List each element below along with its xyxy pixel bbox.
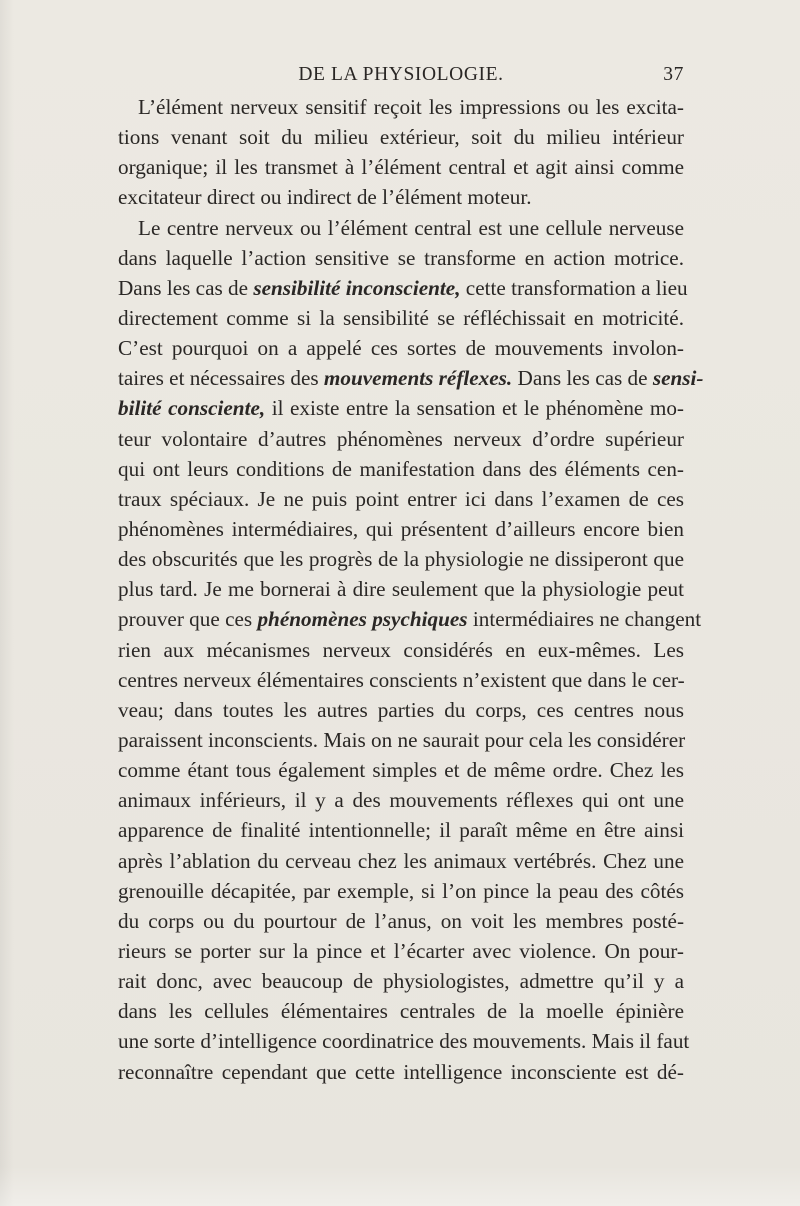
text-line bbox=[118, 574, 684, 604]
text-segment: qui ont leurs conditions de manifestation dans des éléments cen- bbox=[118, 456, 684, 481]
text-segment: excitateur direct ou indirect de l’élément moteur. bbox=[118, 185, 532, 210]
text-segment: comme étant tous également simples et de même ordre. Chez les bbox=[118, 758, 684, 783]
running-head bbox=[118, 64, 684, 94]
text-line bbox=[118, 484, 684, 514]
text-line bbox=[118, 876, 684, 906]
text-segment: après l’ablation du cerveau chez les animaux vertébrés. Chez une bbox=[118, 848, 684, 873]
text-line bbox=[118, 514, 684, 544]
text-line bbox=[118, 393, 684, 423]
text-segment: cette transformation a lieu bbox=[460, 275, 688, 300]
text-segment: Dans les cas de bbox=[512, 366, 653, 391]
page-number: 37 bbox=[663, 64, 684, 85]
text-line bbox=[118, 815, 684, 845]
text-segment: rien aux mécanismes nerveux considérés en eux-mêmes. Les bbox=[118, 637, 684, 662]
text-segment: du corps ou du pourtour de l’anus, on voit les membres posté- bbox=[118, 908, 684, 933]
text-line bbox=[118, 182, 684, 212]
emphasized-term: phénomènes psychiques bbox=[257, 607, 468, 632]
text-segment: teur volontaire d’autres phénomènes nerveux d’ordre supérieur bbox=[118, 426, 684, 451]
text-line bbox=[118, 333, 684, 363]
body-text bbox=[118, 92, 704, 1087]
text-segment: une sorte d’intelligence coordinatrice des mouvements. Mais il faut bbox=[118, 1029, 690, 1054]
text-line bbox=[118, 906, 684, 936]
text-line bbox=[118, 424, 684, 454]
text-segment: paraissent inconscients. Mais on ne saurait pour cela les considérer bbox=[118, 727, 686, 752]
emphasized-term: sensibilité inconsciente, bbox=[253, 275, 461, 300]
text-line bbox=[118, 454, 684, 484]
text-segment: dans laquelle l’action sensitive se transforme en action motrice. bbox=[118, 245, 684, 270]
text-line bbox=[118, 273, 688, 303]
text-segment: directement comme si la sensibilité se réfléchissait en motricité. bbox=[118, 305, 684, 330]
text-segment: rieurs se porter sur la pince et l’écarter avec violence. On pour- bbox=[118, 938, 684, 963]
text-line bbox=[118, 1057, 684, 1087]
text-segment: Le centre nerveux ou l’élément central est une cellule nerveuse bbox=[138, 215, 684, 240]
running-title: DE LA PHYSIOLOGIE. bbox=[298, 64, 504, 85]
text-segment: apparence de finalité intentionnelle; il paraît même en être ainsi bbox=[118, 818, 684, 843]
text-segment: centres nerveux élémentaires conscients n’existent que dans le cer- bbox=[118, 667, 685, 692]
text-line bbox=[118, 936, 684, 966]
text-line bbox=[118, 785, 684, 815]
text-line bbox=[118, 303, 684, 333]
text-line bbox=[118, 122, 684, 152]
text-line bbox=[118, 92, 684, 122]
text-segment: rait donc, avec beaucoup de physiologistes, admettre qu’il y a bbox=[118, 969, 684, 994]
text-segment: des obscurités que les progrès de la physiologie ne dissiperont que bbox=[118, 547, 684, 572]
text-segment: grenouille décapitée, par exemple, si l’on pince la peau des côtés bbox=[118, 878, 684, 903]
text-line bbox=[118, 695, 684, 725]
text-line bbox=[118, 152, 684, 182]
emphasized-term: bilité consciente, bbox=[118, 396, 266, 421]
text-segment: prouver que ces bbox=[118, 607, 258, 632]
text-line bbox=[118, 635, 684, 665]
text-line bbox=[118, 544, 684, 574]
page-shadow-left bbox=[0, 0, 14, 1206]
text-segment: dans les cellules élémentaires centrales de la moelle épinière bbox=[118, 999, 684, 1024]
text-line bbox=[118, 755, 684, 785]
text-segment: reconnaître cependant que cette intelligence inconsciente est dé- bbox=[118, 1059, 684, 1084]
text-segment: animaux inférieurs, il y a des mouvements réflexes qui ont une bbox=[118, 788, 684, 813]
text-line bbox=[118, 243, 684, 273]
text-segment: il existe entre la sensation et le phénomène mo- bbox=[265, 396, 684, 421]
text-segment: phénomènes intermédiaires, qui présentent d’ailleurs encore bien bbox=[118, 516, 684, 541]
text-segment: traux spéciaux. Je ne puis point entrer ici dans l’examen de ces bbox=[118, 486, 684, 511]
text-line bbox=[118, 996, 684, 1026]
text-line bbox=[118, 213, 684, 243]
text-segment: taires et nécessaires des bbox=[118, 366, 324, 391]
text-line bbox=[118, 665, 684, 695]
emphasized-term: sensi- bbox=[652, 366, 704, 391]
text-line bbox=[118, 1026, 690, 1056]
emphasized-term: mouvements réflexes. bbox=[323, 366, 513, 391]
page-shadow-bottom bbox=[0, 1166, 800, 1206]
text-line bbox=[118, 363, 704, 393]
text-line bbox=[118, 966, 684, 996]
text-segment: Dans les cas de bbox=[118, 275, 254, 300]
text-segment: C’est pourquoi on a appelé ces sortes de mouvements involon- bbox=[118, 336, 684, 361]
text-line bbox=[118, 846, 684, 876]
text-segment: veau; dans toutes les autres parties du corps, ces centres nous bbox=[118, 697, 684, 722]
text-segment: tions venant soit du milieu extérieur, soit du milieu intérieur bbox=[118, 125, 684, 150]
text-segment: organique; il les transmet à l’élément central et agit ainsi comme bbox=[118, 155, 684, 180]
text-segment: plus tard. Je me bornerai à dire seulement que la physiologie peut bbox=[118, 577, 684, 602]
text-segment: L’élément nerveux sensitif reçoit les impressions ou les excita- bbox=[138, 95, 684, 119]
text-line bbox=[118, 604, 702, 634]
text-line bbox=[118, 725, 684, 755]
text-segment: intermédiaires ne changent bbox=[467, 607, 702, 632]
